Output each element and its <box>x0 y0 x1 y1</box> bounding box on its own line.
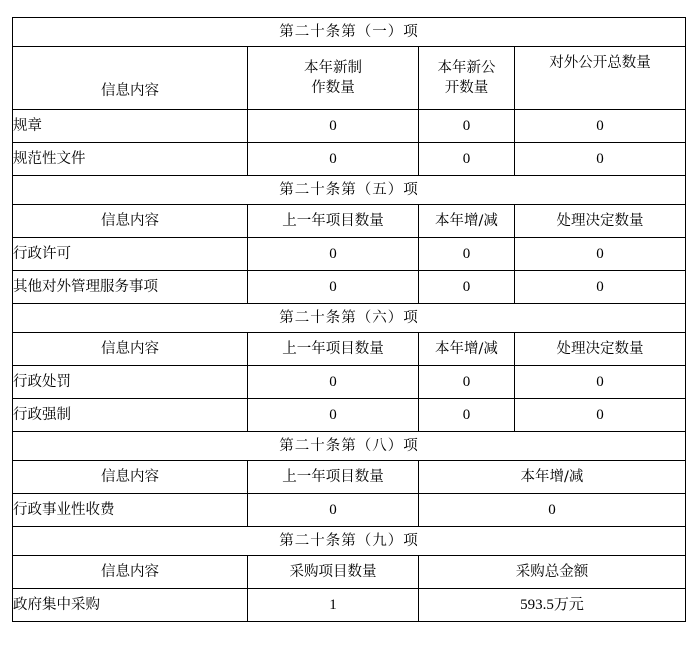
cell-value: 0 <box>248 366 419 399</box>
cell-value: 0 <box>248 271 419 304</box>
section-title: 第二十条第（八）项 <box>13 432 686 461</box>
header-cell: 采购项目数量 <box>248 556 419 589</box>
cell-value: 0 <box>419 110 515 143</box>
table-row <box>13 110 686 143</box>
cell-value: 0 <box>248 494 419 527</box>
cell-value: 0 <box>419 494 686 527</box>
table-row <box>13 399 686 432</box>
header-cell-info: 信息内容 <box>13 333 248 366</box>
row-name: 行政强制 <box>13 399 248 432</box>
header-cell: 本年增/减 <box>419 205 515 238</box>
header-cell: 上一年项目数量 <box>248 461 419 494</box>
cell-value: 0 <box>419 399 515 432</box>
header-cell: 上一年项目数量 <box>248 333 419 366</box>
section-title: 第二十条第（六）项 <box>13 304 686 333</box>
header-cell-info: 信息内容 <box>13 461 248 494</box>
header-cell: 本年新制 作数量 <box>248 47 419 110</box>
section-title-row <box>13 176 686 205</box>
section-title-row <box>13 527 686 556</box>
header-row <box>13 47 686 110</box>
row-name: 其他对外管理服务事项 <box>13 271 248 304</box>
header-cell: 采购总金额 <box>419 556 686 589</box>
header-row <box>13 333 686 366</box>
cell-value: 0 <box>515 143 686 176</box>
cell-value: 0 <box>515 110 686 143</box>
table-row <box>13 494 686 527</box>
table-row <box>13 143 686 176</box>
header-row <box>13 205 686 238</box>
section-title: 第二十条第（五）项 <box>13 176 686 205</box>
section-title-row <box>13 18 686 47</box>
header-cell: 本年新公 开数量 <box>419 47 515 110</box>
row-name: 政府集中采购 <box>13 589 248 622</box>
section-title: 第二十条第（一）项 <box>13 18 686 47</box>
cell-value: 0 <box>419 366 515 399</box>
section-title-row <box>13 432 686 461</box>
cell-value: 593.5万元 <box>419 589 686 622</box>
header-cell: 处理决定数量 <box>515 333 686 366</box>
header-row <box>13 556 686 589</box>
header-cell: 上一年项目数量 <box>248 205 419 238</box>
cell-value: 0 <box>248 110 419 143</box>
disclosure-table <box>12 17 686 622</box>
row-name: 规章 <box>13 110 248 143</box>
cell-value: 1 <box>248 589 419 622</box>
cell-value: 0 <box>248 238 419 271</box>
cell-value: 0 <box>419 271 515 304</box>
row-name: 规范性文件 <box>13 143 248 176</box>
cell-value: 0 <box>515 271 686 304</box>
header-cell: 本年增/减 <box>419 333 515 366</box>
cell-value: 0 <box>419 238 515 271</box>
row-name: 行政事业性收费 <box>13 494 248 527</box>
cell-value: 0 <box>515 399 686 432</box>
header-cell-info: 信息内容 <box>13 205 248 238</box>
table-row <box>13 589 686 622</box>
cell-value: 0 <box>515 238 686 271</box>
section-title: 第二十条第（九）项 <box>13 527 686 556</box>
table-row <box>13 271 686 304</box>
cell-value: 0 <box>515 366 686 399</box>
cell-value: 0 <box>248 143 419 176</box>
section-title-row <box>13 304 686 333</box>
header-cell-info: 信息内容 <box>13 556 248 589</box>
header-row <box>13 461 686 494</box>
row-name: 行政许可 <box>13 238 248 271</box>
table-row <box>13 238 686 271</box>
header-cell: 本年增/减 <box>419 461 686 494</box>
header-cell: 处理决定数量 <box>515 205 686 238</box>
header-cell-info: 信息内容 <box>13 47 248 110</box>
header-cell: 对外公开总数量 <box>515 47 686 110</box>
cell-value: 0 <box>419 143 515 176</box>
row-name: 行政处罚 <box>13 366 248 399</box>
table-row <box>13 366 686 399</box>
cell-value: 0 <box>248 399 419 432</box>
